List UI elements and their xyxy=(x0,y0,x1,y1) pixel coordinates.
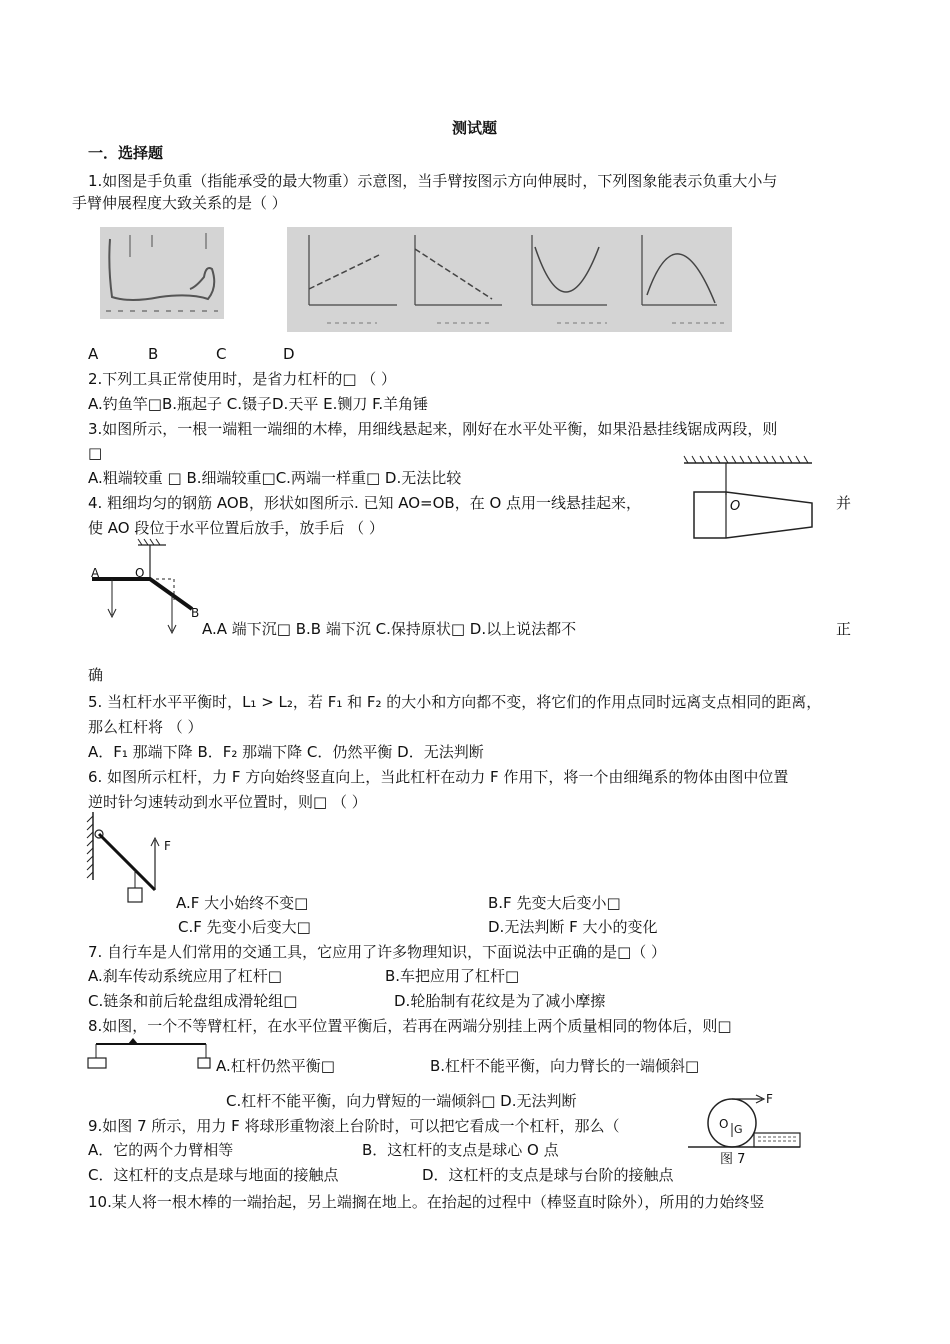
q1-label-d: D xyxy=(283,345,295,363)
q1-label-a: A xyxy=(88,345,99,363)
q4-label-a: A xyxy=(91,566,100,580)
q2-line1: 2.下列工具正常使用时，是省力杠杆的□ （ ） xyxy=(88,370,397,388)
q9-option-a: A．它的两个力臂相等 xyxy=(88,1141,234,1159)
q6-line1: 6. 如图所示杠杆，力 F 方向始终竖直向上，当此杠杆在动力 F 作用下，将一个由细绳系的物体由图中位置 xyxy=(88,768,789,786)
q3-line1: 3.如图所示，一根一端粗一端细的木棒，用细线悬起来，刚好在水平处平衡，如果沿悬挂线锯成两段，则 xyxy=(88,420,778,438)
q4-line1: 4. 粗细均匀的钢筋 AOB，形状如图所示. 已知 AO=OB，在 O 点用一线悬挂起来， xyxy=(88,494,642,512)
q4-line3: 确 xyxy=(88,666,104,684)
q7-option-c: C.链条和前后轮盘组成滑轮组□ xyxy=(88,992,298,1010)
q8-option-b: B.杠杆不能平衡，向力臂长的一端倾斜□ xyxy=(430,1057,700,1075)
q7-option-d: D.轮胎制有花纹是为了减小摩擦 xyxy=(394,992,606,1010)
page-title: 测试题 xyxy=(452,119,498,137)
q1-label-c: C xyxy=(216,345,227,363)
q6-option-a: A.F 大小始终不变□ xyxy=(176,894,309,912)
q9-fig-force: F xyxy=(766,1092,773,1106)
q7-option-b: B.车把应用了杠杆□ xyxy=(385,967,520,985)
q3-options: A.粗端较重 □ B.细端较重□C.两端一样重□ D.无法比较 xyxy=(88,469,462,487)
q9-ball-figure xyxy=(688,1093,808,1153)
q5-line2: 那么杠杆将 （ ） xyxy=(88,718,203,736)
q8-option-a: A.杠杆仍然平衡□ xyxy=(216,1057,335,1075)
q3-line2: □ xyxy=(88,444,103,462)
q6-force-label: F xyxy=(164,839,171,853)
q3-rod-label: O xyxy=(730,499,741,514)
q10-line1: 10.某人将一根木棒的一端抬起，另上端搁在地上。在抬起的过程中（棒竖直时除外），所用的力始终竖 xyxy=(88,1193,765,1211)
section-heading: 一．选择题 xyxy=(88,144,164,162)
q8-lever-figure xyxy=(86,1038,211,1073)
q2-options: A.钓鱼竿□B.瓶起子 C.镊子D.天平 E.铡刀 F.羊角锤 xyxy=(88,395,429,413)
q9-option-d: D．这杠杆的支点是球与台阶的接触点 xyxy=(422,1166,674,1184)
q6-lever-figure xyxy=(85,812,185,907)
q4-line1-end: 并 xyxy=(836,494,852,512)
q5-options: A．F₁ 那端下降 B．F₂ 那端下降 C．仍然平衡 D．无法判断 xyxy=(88,743,484,761)
q9-option-c: C．这杠杆的支点是球与地面的接触点 xyxy=(88,1166,339,1184)
q9-fig-caption: 图 7 xyxy=(720,1152,746,1167)
q6-line2: 逆时针匀速转动到水平位置时，则□ （ ） xyxy=(88,793,367,811)
q5-line1: 5. 当杠杆水平平衡时，L₁ > L₂，若 F₁ 和 F₂ 的大小和方向都不变，将它们的作用点同时远离支点相同的距离， xyxy=(88,693,822,711)
q8-line1: 8.如图，一个不等臂杠杆，在水平位置平衡后，若再在两端分别挂上两个质量相同的物体后，则□ xyxy=(88,1017,732,1035)
q1-arm-figure xyxy=(100,227,224,319)
q8-option-cd: C.杠杆不能平衡，向力臂短的一端倾斜□ D.无法判断 xyxy=(226,1092,577,1110)
q4-options: A.A 端下沉□ B.B 端下沉 C.保持原状□ D.以上说法都不 xyxy=(202,620,577,638)
q6-option-d: D.无法判断 F 大小的变化 xyxy=(488,918,658,936)
q9-fig-o: O xyxy=(719,1117,729,1131)
q4-rod-figure xyxy=(88,543,208,633)
q9-option-b: B．这杠杆的支点是球心 O 点 xyxy=(362,1141,559,1159)
q9-fig-g: G xyxy=(734,1123,743,1136)
q7-line1: 7. 自行车是人们常用的交通工具，它应用了许多物理知识，下面说法中正确的是□（ ） xyxy=(88,943,667,961)
q1-graphs-figure xyxy=(287,227,732,332)
q9-line1: 9.如图 7 所示，用力 F 将球形重物滚上台阶时，可以把它看成一个杠杆，那么（ xyxy=(88,1117,620,1135)
q3-stick-figure xyxy=(684,455,824,540)
q6-option-c: C.F 先变小后变大□ xyxy=(178,918,311,936)
q4-line2: 使 AO 段位于水平位置后放手，放手后 （ ） xyxy=(88,519,384,537)
q7-option-a: A.刹车传动系统应用了杠杆□ xyxy=(88,967,282,985)
q1-label-b: B xyxy=(148,345,159,363)
q6-option-b: B.F 先变大后变小□ xyxy=(488,894,621,912)
q4-label-o: O xyxy=(135,566,145,580)
q1-line1: 1.如图是手负重（指能承受的最大物重）示意图，当手臂按图示方向伸展时，下列图象能表示负重大小与 xyxy=(88,172,778,190)
q1-line2: 手臂伸展程度大致关系的是（ ） xyxy=(72,194,287,212)
q4-label-b: B xyxy=(191,606,200,620)
q4-options-end: 正 xyxy=(836,620,852,638)
